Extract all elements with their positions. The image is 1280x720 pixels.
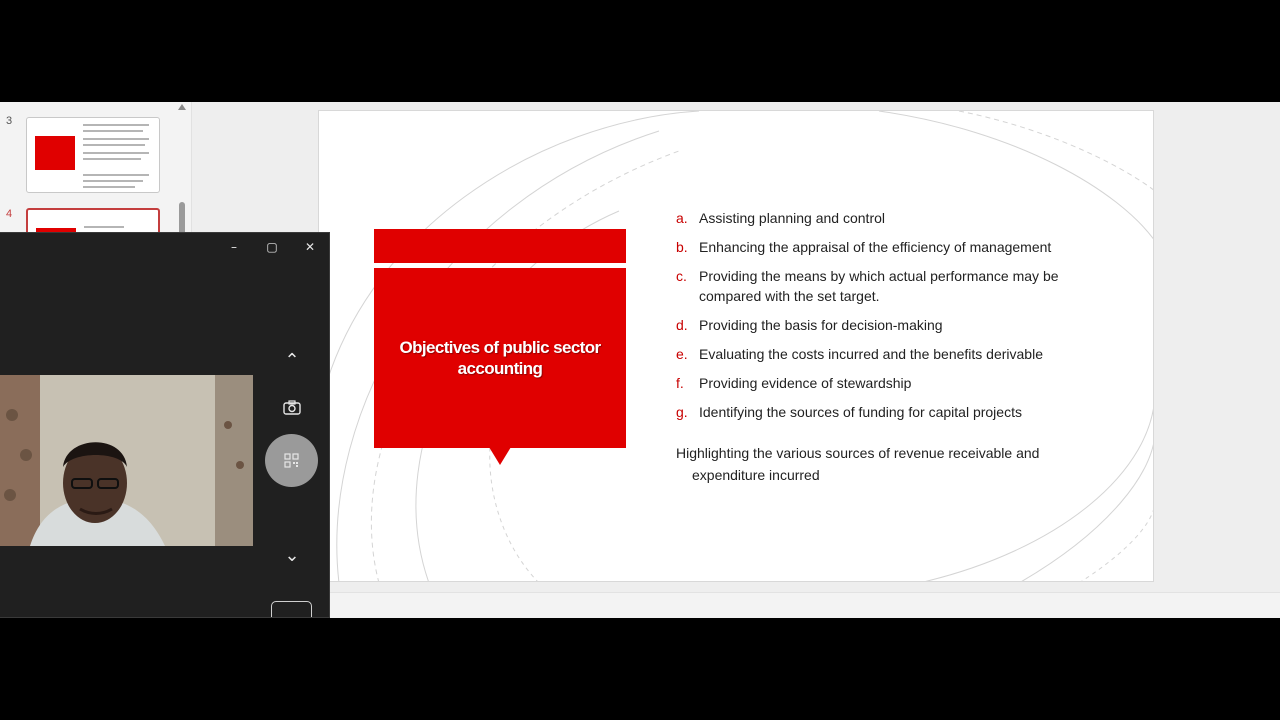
camera-icon[interactable] bbox=[282, 399, 302, 417]
list-item-text: Evaluating the costs incurred and the benefits derivable bbox=[699, 346, 1043, 362]
closing-paragraph bbox=[676, 442, 1076, 486]
callout-pointer bbox=[489, 447, 511, 465]
slide-number: 4 bbox=[6, 208, 13, 220]
video-mode-button[interactable] bbox=[271, 601, 312, 618]
list-marker: a. bbox=[676, 210, 688, 226]
camera-preview bbox=[0, 375, 253, 546]
list-marker: d. bbox=[676, 317, 688, 333]
list-item-text: Enhancing the appraisal of the efficiency of management bbox=[699, 239, 1052, 255]
list-marker: g. bbox=[676, 404, 688, 420]
slide-title: Objectives of public sector accounting bbox=[399, 338, 601, 378]
list-item bbox=[676, 208, 1096, 228]
chevron-up-icon[interactable]: ⌃ bbox=[284, 350, 300, 371]
list-marker: e. bbox=[676, 346, 688, 362]
list-item bbox=[676, 266, 1096, 306]
maximize-button[interactable]: ▢ bbox=[266, 240, 278, 254]
objectives-list[interactable] bbox=[676, 208, 1096, 431]
slide[interactable] bbox=[318, 110, 1154, 582]
list-item-text: Assisting planning and control bbox=[699, 210, 886, 226]
paragraph-line: expenditure incurred bbox=[692, 467, 820, 483]
minimize-button[interactable]: – bbox=[231, 240, 237, 254]
letterbox-top bbox=[0, 0, 1280, 102]
title-accent-bar bbox=[374, 229, 626, 263]
paragraph-line: Highlighting the various sources of revenue receivable and bbox=[676, 445, 1040, 461]
list-marker: f. bbox=[676, 375, 684, 391]
list-item-text: Providing the means by which actual performance may be compared with the set target. bbox=[699, 268, 1059, 304]
list-item bbox=[676, 344, 1096, 364]
slide-thumbnail-3[interactable] bbox=[26, 117, 160, 193]
list-item-text: Providing evidence of stewardship bbox=[699, 375, 912, 391]
scroll-up-arrow-icon[interactable] bbox=[178, 104, 186, 110]
list-item bbox=[676, 315, 1096, 335]
slide-title-box[interactable] bbox=[374, 268, 626, 448]
list-marker: b. bbox=[676, 239, 688, 255]
chevron-down-icon[interactable]: ⌄ bbox=[284, 545, 300, 566]
qr-scan-icon bbox=[284, 453, 299, 468]
list-item bbox=[676, 373, 1096, 393]
letterbox-bottom bbox=[0, 618, 1280, 720]
list-item-text: Providing the basis for decision-making bbox=[699, 317, 943, 333]
camera-window[interactable] bbox=[0, 232, 330, 618]
list-marker: c. bbox=[676, 268, 687, 284]
close-button[interactable]: ✕ bbox=[304, 240, 316, 254]
slide-number: 3 bbox=[6, 115, 13, 127]
qr-scan-button[interactable] bbox=[265, 434, 318, 487]
list-item bbox=[676, 237, 1096, 257]
notes-area[interactable] bbox=[193, 592, 1280, 618]
list-item-text: Identifying the sources of funding for capital projects bbox=[699, 404, 1022, 420]
list-item bbox=[676, 402, 1096, 422]
